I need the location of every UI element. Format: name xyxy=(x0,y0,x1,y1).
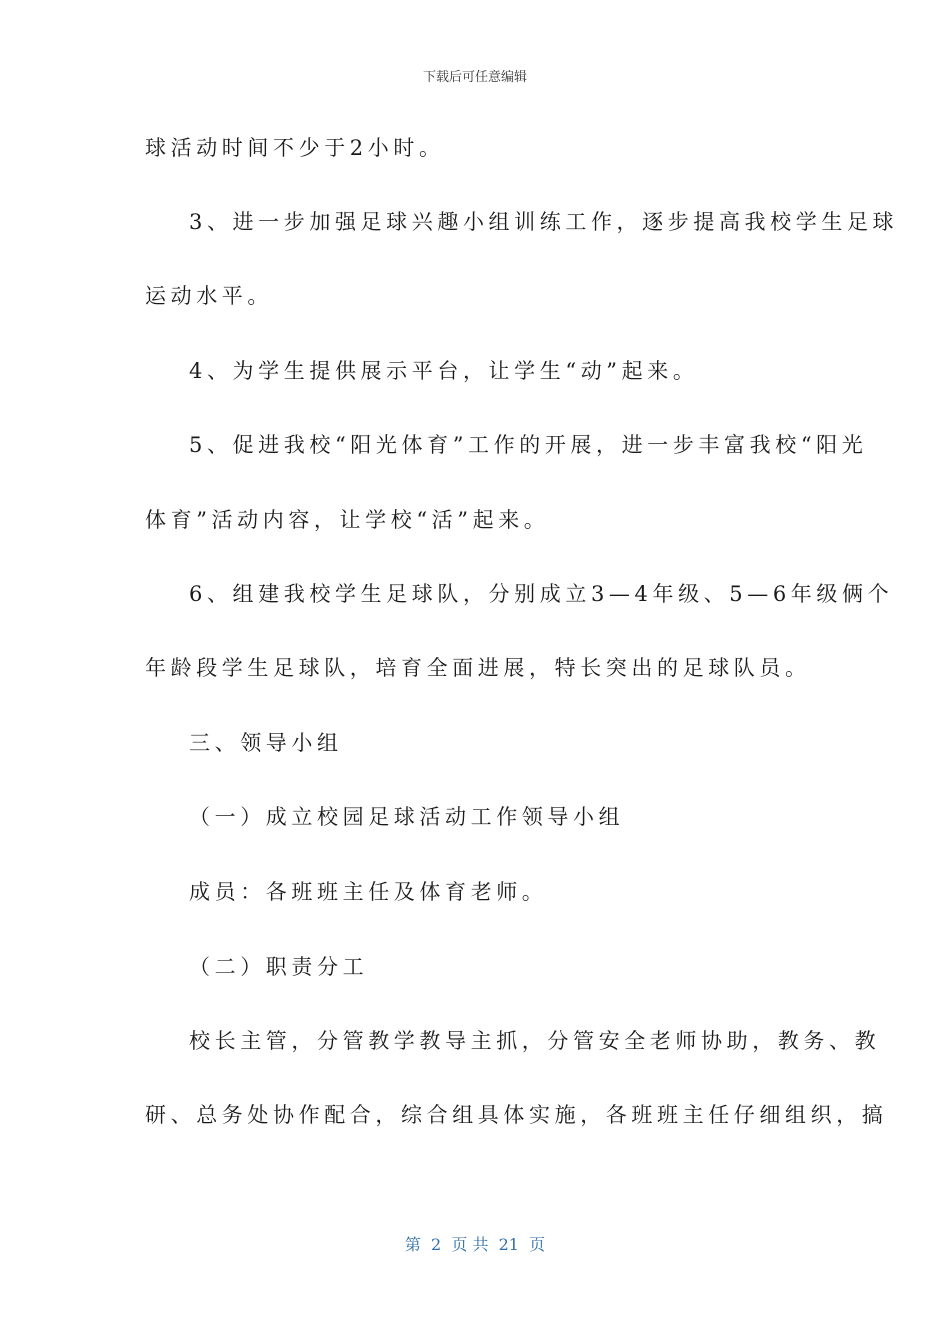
text-line: 6、组建我校学生足球队，分别成立3—4年级、5—6年级俩个 xyxy=(189,582,894,606)
text-line: 3、进一步加强足球兴趣小组训练工作，逐步提高我校学生足球 xyxy=(189,210,899,234)
subsection-heading: （二）职责分工 xyxy=(189,955,369,979)
text-line: 5、促进我校“阳光体育”工作的开展，进一步丰富我校“阳光 xyxy=(189,433,868,457)
text-line: 研、总务处协作配合，综合组具体实施，各班班主任仔细组织，搞 xyxy=(145,1103,888,1127)
section-heading: 三、领导小组 xyxy=(189,731,343,755)
text-line: 运动水平。 xyxy=(145,284,273,308)
text-line: 成员：各班班主任及体育老师。 xyxy=(189,880,548,904)
subsection-heading: （一）成立校园足球活动工作领导小组 xyxy=(189,805,625,829)
text-line: 校长主管，分管教学教导主抓，分管安全老师协助，教务、教 xyxy=(189,1029,881,1053)
page-header-note: 下载后可任意编辑 xyxy=(422,70,527,85)
text-line: 年龄段学生足球队，培育全面进展，特长突出的足球队员。 xyxy=(145,656,811,680)
text-line: 体育”活动内容，让学校“活”起来。 xyxy=(145,508,550,532)
text-line: 4、为学生提供展示平台，让学生“动”起来。 xyxy=(189,359,699,383)
text-line: 球活动时间不少于2小时。 xyxy=(145,136,445,160)
page-number-footer: 第 2 页 共 21 页 xyxy=(404,1235,546,1254)
